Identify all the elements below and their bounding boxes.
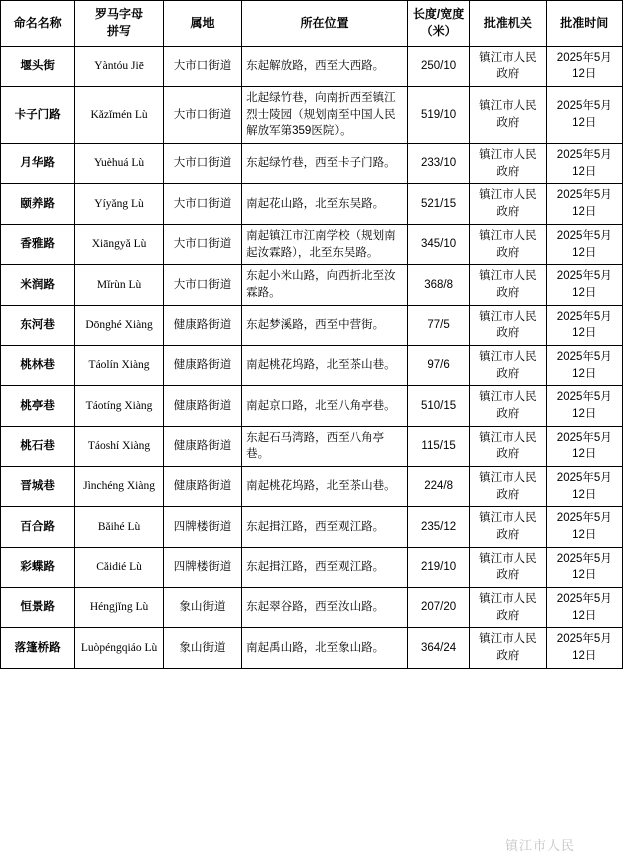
- cell-date: 2025年5月12日: [546, 265, 622, 305]
- cell-pinyin: Táoshí Xiàng: [75, 426, 163, 466]
- cell-size: 250/10: [407, 46, 469, 86]
- cell-authority: 镇江市人民政府: [470, 265, 546, 305]
- cell-pinyin: Táotíng Xiàng: [75, 386, 163, 426]
- cell-name: 落篷桥路: [1, 628, 75, 668]
- cell-size: 115/15: [407, 426, 469, 466]
- cell-area: 四牌楼街道: [163, 547, 241, 587]
- cell-date: 2025年5月12日: [546, 386, 622, 426]
- cell-name: 恒景路: [1, 587, 75, 627]
- table-row: [1, 87, 623, 144]
- cell-location: 南起花山路，北至东吴路。: [242, 184, 408, 224]
- cell-name: 米润路: [1, 265, 75, 305]
- header-pinyin-line1: 罗马字母: [95, 7, 144, 21]
- cell-date: 2025年5月12日: [546, 466, 622, 506]
- cell-date: 2025年5月12日: [546, 507, 622, 547]
- table-row: [1, 628, 623, 668]
- cell-size: 77/5: [407, 305, 469, 345]
- cell-authority: 镇江市人民政府: [470, 46, 546, 86]
- cell-size: 521/15: [407, 184, 469, 224]
- cell-area: 健康路街道: [163, 345, 241, 385]
- cell-name: 卡子门路: [1, 87, 75, 144]
- cell-pinyin: Jìnchéng Xiàng: [75, 466, 163, 506]
- watermark: 镇江市人民: [504, 838, 575, 853]
- cell-date: 2025年5月12日: [546, 87, 622, 144]
- cell-size: 233/10: [407, 144, 469, 184]
- cell-authority: 镇江市人民政府: [470, 507, 546, 547]
- header-pinyin-line2: 拼写: [107, 24, 132, 39]
- cell-date: 2025年5月12日: [546, 547, 622, 587]
- cell-area: 大市口街道: [163, 144, 241, 184]
- cell-pinyin: Cǎidié Lù: [75, 547, 163, 587]
- table-row: [1, 144, 623, 184]
- table-row: [1, 466, 623, 506]
- cell-date: 2025年5月12日: [546, 184, 622, 224]
- cell-name: 堰头街: [1, 46, 75, 86]
- cell-area: 大市口街道: [163, 224, 241, 264]
- cell-date: 2025年5月12日: [546, 144, 622, 184]
- cell-location: 南起桃花坞路，北至茶山巷。: [242, 466, 408, 506]
- table-row: [1, 224, 623, 264]
- cell-pinyin: Luòpéngqiáo Lù: [75, 628, 163, 668]
- cell-area: 大市口街道: [163, 184, 241, 224]
- table-row: [1, 305, 623, 345]
- cell-name: 晋城巷: [1, 466, 75, 506]
- cell-date: 2025年5月12日: [546, 224, 622, 264]
- cell-area: 四牌楼街道: [163, 507, 241, 547]
- cell-location: 东起梦溪路，西至中营街。: [242, 305, 408, 345]
- header-row: [1, 1, 623, 47]
- cell-authority: 镇江市人民政府: [470, 184, 546, 224]
- cell-date: 2025年5月12日: [546, 587, 622, 627]
- cell-authority: 镇江市人民政府: [470, 628, 546, 668]
- header-name: 命名名称: [1, 1, 75, 47]
- cell-name: 百合路: [1, 507, 75, 547]
- cell-area: 大市口街道: [163, 87, 241, 144]
- table-row: [1, 265, 623, 305]
- cell-size: 97/6: [407, 345, 469, 385]
- cell-name: 桃亭巷: [1, 386, 75, 426]
- table-row: [1, 547, 623, 587]
- cell-authority: 镇江市人民政府: [470, 466, 546, 506]
- cell-authority: 镇江市人民政府: [470, 144, 546, 184]
- cell-pinyin: Bǎihé Lù: [75, 507, 163, 547]
- cell-location: 东起揖江路，西至观江路。: [242, 547, 408, 587]
- cell-pinyin: Yuèhuá Lù: [75, 144, 163, 184]
- cell-location: 南起桃花坞路，北至茶山巷。: [242, 345, 408, 385]
- cell-pinyin: Héngjǐng Lù: [75, 587, 163, 627]
- cell-name: 彩蝶路: [1, 547, 75, 587]
- cell-size: 219/10: [407, 547, 469, 587]
- cell-authority: 镇江市人民政府: [470, 547, 546, 587]
- header-size-line1: 长度/宽度: [412, 7, 465, 21]
- table-body: [1, 46, 623, 668]
- cell-size: 368/8: [407, 265, 469, 305]
- table-row: [1, 426, 623, 466]
- cell-authority: 镇江市人民政府: [470, 587, 546, 627]
- cell-area: 象山街道: [163, 628, 241, 668]
- table-row: [1, 184, 623, 224]
- cell-date: 2025年5月12日: [546, 305, 622, 345]
- cell-location: 东起绿竹巷，西至卡子门路。: [242, 144, 408, 184]
- cell-authority: 镇江市人民政府: [470, 87, 546, 144]
- cell-authority: 镇江市人民政府: [470, 305, 546, 345]
- cell-authority: 镇江市人民政府: [470, 426, 546, 466]
- cell-name: 桃林巷: [1, 345, 75, 385]
- cell-authority: 镇江市人民政府: [470, 345, 546, 385]
- cell-pinyin: Dōnghé Xiàng: [75, 305, 163, 345]
- cell-date: 2025年5月12日: [546, 345, 622, 385]
- cell-date: 2025年5月12日: [546, 628, 622, 668]
- header-pinyin: [75, 1, 163, 47]
- cell-date: 2025年5月12日: [546, 46, 622, 86]
- header-size-line2: （米）: [420, 24, 457, 39]
- cell-size: 224/8: [407, 466, 469, 506]
- cell-size: 345/10: [407, 224, 469, 264]
- header-authority: 批准机关: [470, 1, 546, 47]
- cell-date: 2025年5月12日: [546, 426, 622, 466]
- cell-location: 南起禹山路，北至象山路。: [242, 628, 408, 668]
- table-row: [1, 345, 623, 385]
- table-row: [1, 587, 623, 627]
- cell-name: 香雅路: [1, 224, 75, 264]
- cell-location: 东起揖江路，西至观江路。: [242, 507, 408, 547]
- cell-location: 东起石马湾路，西至八角亭巷。: [242, 426, 408, 466]
- table-row: [1, 386, 623, 426]
- cell-pinyin: Xiāngyǎ Lù: [75, 224, 163, 264]
- cell-area: 大市口街道: [163, 265, 241, 305]
- table-row: [1, 46, 623, 86]
- cell-location: 南起京口路，北至八角亭巷。: [242, 386, 408, 426]
- cell-authority: 镇江市人民政府: [470, 224, 546, 264]
- cell-name: 桃石巷: [1, 426, 75, 466]
- cell-pinyin: Mǐrùn Lù: [75, 265, 163, 305]
- cell-name: 颐养路: [1, 184, 75, 224]
- cell-pinyin: Kǎzǐmén Lù: [75, 87, 163, 144]
- cell-pinyin: Táolín Xiàng: [75, 345, 163, 385]
- cell-name: 东河巷: [1, 305, 75, 345]
- cell-area: 健康路街道: [163, 386, 241, 426]
- cell-location: 东起小米山路，向西折北至汝霖路。: [242, 265, 408, 305]
- cell-location: 东起翠谷路，西至汝山路。: [242, 587, 408, 627]
- cell-area: 象山街道: [163, 587, 241, 627]
- cell-area: 健康路街道: [163, 466, 241, 506]
- cell-pinyin: Yàntóu Jiē: [75, 46, 163, 86]
- cell-area: 健康路街道: [163, 305, 241, 345]
- cell-authority: 镇江市人民政府: [470, 386, 546, 426]
- cell-location: 北起绿竹巷，向南折西至镇江烈士陵园（规划南至中国人民解放军第359医院）。: [242, 87, 408, 144]
- header-date: 批准时间: [546, 1, 622, 47]
- header-size: [407, 1, 469, 47]
- cell-pinyin: Yíyǎng Lù: [75, 184, 163, 224]
- cell-size: 510/15: [407, 386, 469, 426]
- cell-area: 健康路街道: [163, 426, 241, 466]
- cell-location: 东起解放路，西至大西路。: [242, 46, 408, 86]
- table-header: [1, 1, 623, 47]
- cell-area: 大市口街道: [163, 46, 241, 86]
- cell-size: 364/24: [407, 628, 469, 668]
- cell-location: 南起镇江市江南学校（规划南起汝霖路），北至东吴路。: [242, 224, 408, 264]
- cell-size: 207/20: [407, 587, 469, 627]
- header-location: 所在位置: [242, 1, 408, 47]
- cell-name: 月华路: [1, 144, 75, 184]
- header-area: 属地: [163, 1, 241, 47]
- cell-size: 519/10: [407, 87, 469, 144]
- cell-size: 235/12: [407, 507, 469, 547]
- table-row: [1, 507, 623, 547]
